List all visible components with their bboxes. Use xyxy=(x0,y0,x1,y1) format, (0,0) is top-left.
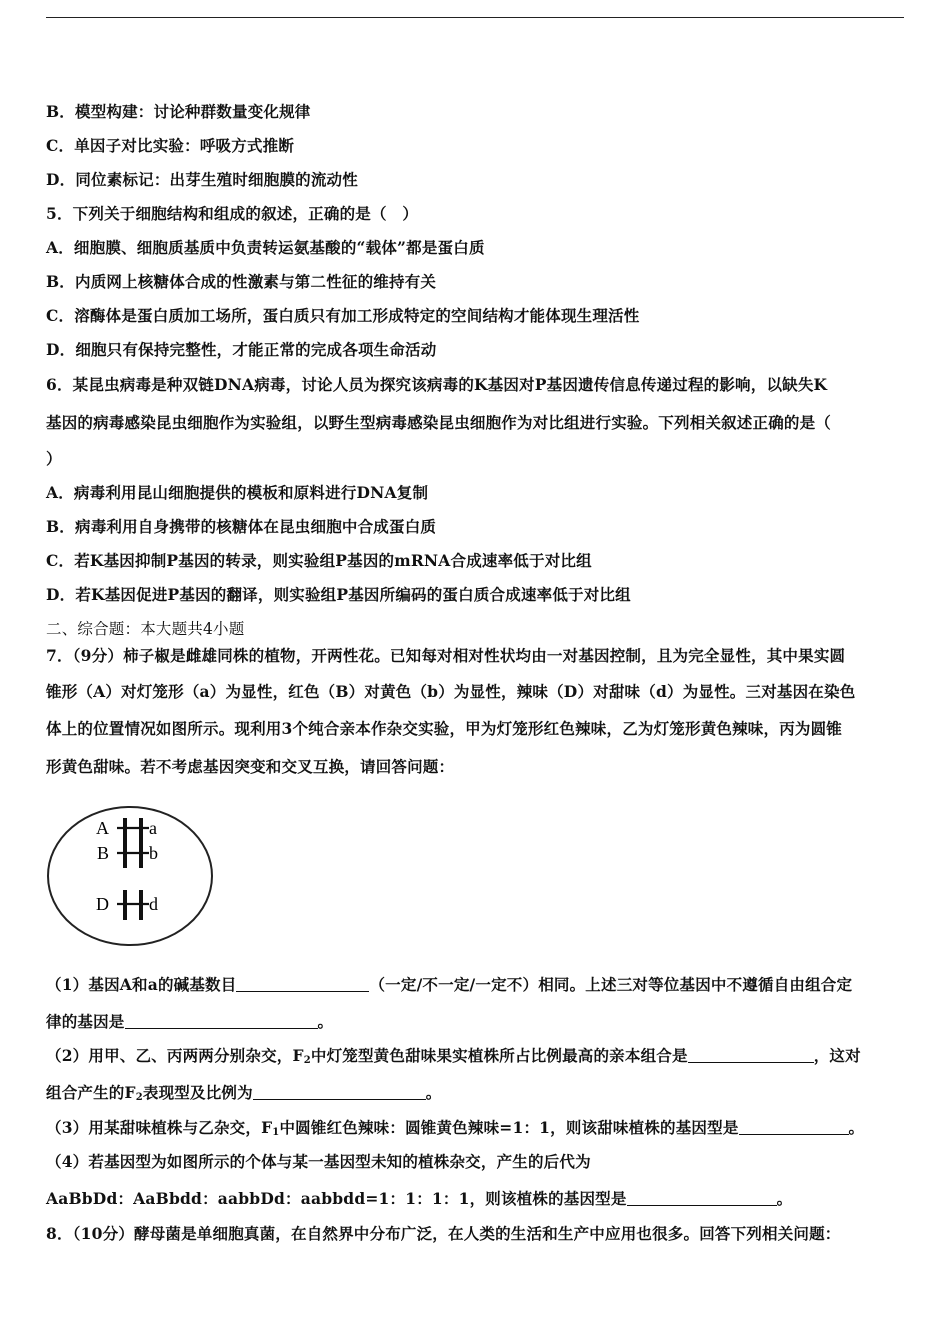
q2-blank-1[interactable] xyxy=(688,1048,814,1063)
question-8-stem: 8．（10分）酵母菌是单细胞真菌，在自然界中分布广泛，在人类的生活和生产中应用也很多。回答下列相关问题： xyxy=(46,1224,841,1243)
q2-subscript-1: 2 xyxy=(303,1055,311,1066)
gene-label-D: D xyxy=(96,894,109,914)
q2-text-f: 。 xyxy=(425,1083,442,1102)
option-d-isotope: D．同位素标记：出芽生殖时细胞膜的流动性 xyxy=(46,170,358,189)
subquestion-4-line1 xyxy=(46,1152,591,1172)
q2-text-b: 中灯笼型黄色甜味果实植株所占比例最高的亲本组合是 xyxy=(310,1046,688,1065)
q2-subscript-2: 2 xyxy=(135,1092,143,1103)
gene-label-d: d xyxy=(149,894,158,914)
subquestion-1-line1 xyxy=(46,975,852,995)
q2-text-a: （2）用甲、乙、丙两两分别杂交，F xyxy=(46,1046,304,1065)
q3-blank[interactable] xyxy=(739,1120,849,1135)
q2-text-d: 组合产生的F xyxy=(46,1083,136,1102)
subquestion-4-line2 xyxy=(46,1189,792,1209)
question-7-line1: 7．（9分）柿子椒是雌雄同株的植物，开两性花。已知每对相对性状均由一对基因控制，且为完全显性，其中果实圆 xyxy=(46,646,846,665)
q4-text-a: （4）若基因型为如图所示的个体与某一基因型未知的植株杂交，产生的后代为 xyxy=(46,1152,591,1171)
q5-option-d: D．细胞只有保持完整性，才能正常的完成各项生命活动 xyxy=(46,340,437,359)
q2-text-c: ，这对 xyxy=(813,1046,861,1065)
question-7-line2: 锥形（A）对灯笼形（a）为显性，红色（B）对黄色（b）为显性，辣味（D）对甜味（d）为显性。三对基因在染色 xyxy=(46,682,856,701)
q6-option-b: B．病毒利用自身携带的核糖体在昆虫细胞中合成蛋白质 xyxy=(46,517,437,536)
q3-text-b: 中圆锥红色辣味：圆锥黄色辣味=1：1，则该甜味植株的基因型是 xyxy=(279,1118,739,1137)
option-c-single-factor: C．单因子对比实验：呼吸方式推断 xyxy=(46,136,295,155)
subquestion-3 xyxy=(46,1118,864,1138)
q1-text-c: 律的基因是 xyxy=(46,1012,125,1031)
q6-option-d: D．若K基因促进P基因的翻译，则实验组P基因所编码的蛋白质合成速率低于对比组 xyxy=(46,585,631,604)
question-7-line4: 形黄色甜味。若不考虑基因突变和交叉互换，请回答问题： xyxy=(46,757,455,776)
subquestion-1-line2 xyxy=(46,1012,333,1032)
subquestion-2-line2 xyxy=(46,1083,442,1103)
question-6-stem-line3: ） xyxy=(46,449,62,468)
q3-text-a: （3）用某甜味植株与乙杂交，F xyxy=(46,1118,273,1137)
q4-blank[interactable] xyxy=(627,1191,777,1206)
question-6-stem-line2: 基因的病毒感染昆虫细胞作为实验组，以野生型病毒感染昆虫细胞作为对比组进行实验。下列相关叙述正确的是（ xyxy=(46,413,832,432)
gene-label-B: B xyxy=(97,843,110,863)
question-5-stem: 5．下列关于细胞结构和组成的叙述，正确的是（ ） xyxy=(46,204,419,223)
q5-option-b: B．内质网上核糖体合成的性激素与第二性征的维持有关 xyxy=(46,272,437,291)
gene-label-b: b xyxy=(149,843,158,863)
q4-text-c: 。 xyxy=(776,1189,793,1208)
gene-label-A: A xyxy=(96,818,109,838)
question-7-line3: 体上的位置情况如图所示。现利用3个纯合亲本作杂交实验，甲为灯笼形红色辣味，乙为灯笼形黄色辣味，丙为圆锥 xyxy=(46,719,842,738)
q6-option-c: C．若K基因抑制P基因的转录，则实验组P基因的mRNA合成速率低于对比组 xyxy=(46,551,592,570)
q5-option-a: A．细胞膜、细胞质基质中负责转运氨基酸的“载体”都是蛋白质 xyxy=(46,238,485,257)
subquestion-2-line1 xyxy=(46,1046,861,1066)
q2-blank-2[interactable] xyxy=(253,1085,426,1100)
q4-text-b: AaBbDd：AaBbdd：aabbDd：aabbdd=1：1：1：1，则该植株的基因型是 xyxy=(46,1189,627,1208)
q1-text-a: （1）基因A和a的碱基数目 xyxy=(46,975,237,994)
gene-label-a: a xyxy=(149,818,157,838)
q1-text-b: （一定/不一定/一定不）相同。上述三对等位基因中不遵循自由组合定 xyxy=(369,975,853,994)
section-heading: 二、综合题：本大题共4小题 xyxy=(46,620,245,638)
q3-text-c: 。 xyxy=(848,1118,865,1137)
q2-text-e: 表现型及比例为 xyxy=(142,1083,253,1102)
question-6-stem-line1: 6．某昆虫病毒是种双链DNA病毒，讨论人员为探究该病毒的K基因对P基因遗传信息传递过程的影响，以缺失K xyxy=(46,375,828,394)
chromosome-diagram xyxy=(46,806,216,948)
q1-blank-2[interactable] xyxy=(125,1014,318,1029)
q6-option-a: A．病毒利用昆山细胞提供的模板和原料进行DNA复制 xyxy=(46,483,429,502)
option-b-model: B．模型构建：讨论种群数量变化规律 xyxy=(46,102,311,121)
q3-subscript: 1 xyxy=(272,1127,280,1138)
q1-blank-1[interactable] xyxy=(236,977,369,992)
q1-text-d: 。 xyxy=(317,1012,334,1031)
q5-option-c: C．溶酶体是蛋白质加工场所，蛋白质只有加工形成特定的空间结构才能体现生理活性 xyxy=(46,306,640,325)
header-rule xyxy=(46,17,904,18)
